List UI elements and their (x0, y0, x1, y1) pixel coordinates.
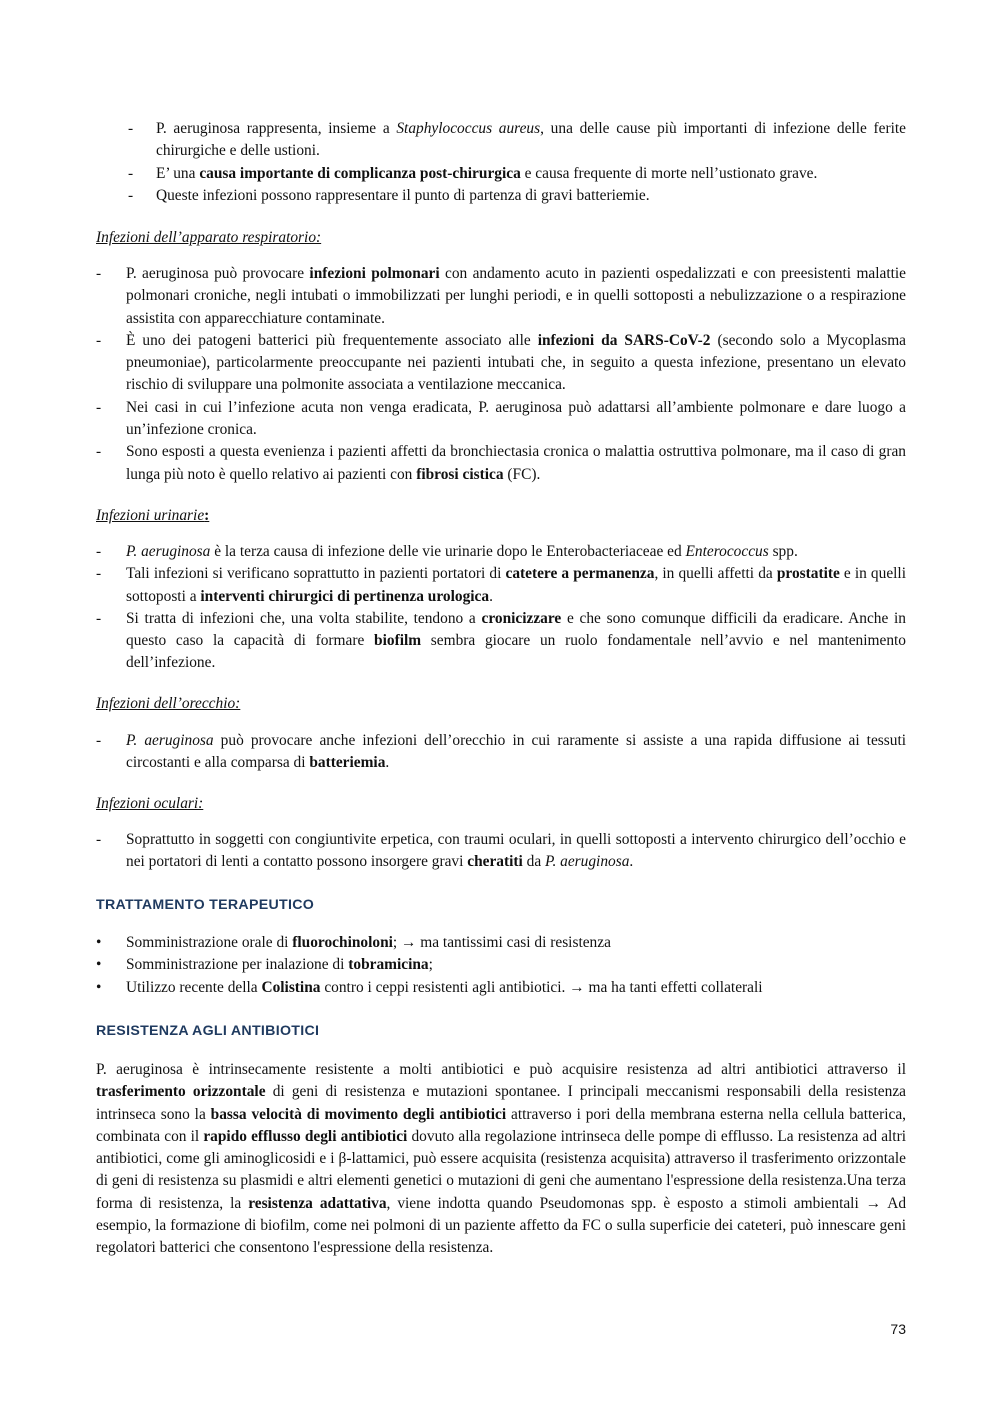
list-item: - Queste infezioni possono rappresentare il punto di partenza di gravi batteriemie. (128, 186, 650, 204)
arrow-icon: → (401, 934, 417, 951)
list-item: • Utilizzo recente della Colistina contro i ceppi resistenti agli antibiotici. → ma ha tanti effetti collaterali (96, 978, 763, 996)
resistance-heading: RESISTENZA AGLI ANTIBIOTICI (96, 1023, 320, 1039)
intro-list (96, 118, 906, 207)
eye-heading: Infezioni oculari: (96, 795, 204, 812)
page-number: 73 (890, 1321, 906, 1337)
arrow-icon: → (865, 1194, 882, 1212)
respiratory-heading: Infezioni dell’apparato respiratorio: (96, 229, 322, 246)
list-item: - E’ una causa importante di complicanza post-chirurgica e causa frequente di morte nell’ustionato grave. (128, 164, 818, 182)
urinary-list (96, 541, 906, 675)
list-item: - P. aeruginosa è la terza causa di infezione delle vie urinarie dopo le Enterobacteriaceae ed Enterococcus spp. (96, 543, 798, 560)
list-item: • Somministrazione orale di fluorochinoloni; → ma tantissimi casi di resistenza (96, 934, 611, 951)
treatment-list (96, 932, 906, 999)
list-item: - È uno dei patogeni batterici più frequentemente associato alle infezioni da SARS-CoV-2 (secondo solo a Mycoplasma pneumoniae), particolarmente preoccupante nei pazienti intubati che, in seguito a questa infezione, presentano un elevato rischio di sviluppare una polmonite associata a ventilazione meccanica. (96, 331, 907, 394)
eye-list (96, 829, 906, 874)
list-item: - Si tratta di infezioni che, una volta stabilite, tendono a cronicizzare e che sono comunque difficili da eradicare. Anche in questo caso la capacità di formare biofilm sembra giocare un ruolo fondamentale nell’avvio e nel mantenimento dell’infezione. (96, 609, 906, 672)
list-item: • Somministrazione per inalazione di tobramicina; (96, 956, 433, 974)
treatment-heading: TRATTAMENTO TERAPEUTICO (96, 897, 315, 913)
list-item: - Soprattutto in soggetti con congiuntivite erpetica, con traumi oculari, in quelli sottoposti a intervento chirurgico dell’occhio e nei portatori di lenti a contatto possono insorgere gravi cheratiti da P. aeruginosa. (96, 831, 906, 871)
list-item: - Sono esposti a questa evenienza i pazienti affetti da bronchiectasia cronica o malattia ostruttiva polmonare, ma il caso di gran lunga più noto è quello relativo ai pazienti con fibrosi cistica (FC). (96, 443, 906, 483)
list-item: - Tali infezioni si verificano soprattutto in pazienti portatori di catetere a permanenza, in quelli affetti da prostatite e in quelli sottoposti a interventi chirurgici di pertinenza urologica. (96, 565, 906, 605)
list-item: - P. aeruginosa rappresenta, insieme a Staphylococcus aureus, una delle cause più importanti di infezione delle ferite chirurgiche e delle ustioni. (128, 120, 906, 160)
urinary-heading: Infezioni urinarie: (96, 507, 210, 524)
list-item: - P. aeruginosa può provocare infezioni polmonari con andamento acuto in pazienti ospedalizzati e con preesistenti malattie polmonari croniche, negli intubati o immobilizzati per lunghi periodi, e in quelli sottoposti a nebulizzazione o a respirazione assistita con apparecchiature contaminate. (96, 265, 907, 327)
respiratory-list (96, 263, 906, 486)
arrow-icon: → (569, 978, 585, 996)
resistance-paragraph: P. aeruginosa è intrinsecamente resistente a molti antibiotici e può acquisire resistenza ad altri antibiotici attraverso il trasferimento orizzontale di geni di resistenza e mutazioni spontanee. I principali meccanismi responsabili della resistenza intrinseca sono la bassa velocità di movimento degli antibiotici attraverso i pori della membrana esterna nella cellula batterica, combinata con il rapido efflusso degli antibiotici dovuto alla regolazione intrinseca delle pompe di efflusso. La resistenza ad altri antibiotici, come gli aminoglicosidi e i β-lattamici, può essere acquisita (resistenza acquisita) attraverso il trasferimento orizzontale di geni di resistenza su plasmidi e altri elementi genetici o mutazioni di geni che aumentano l'espressione della resistenza.Una terza forma di resistenza, la resistenza adattativa, viene indotta quando Pseudomonas spp. è esposto a stimoli ambientali → Ad esempio, la formazione di biofilm, come nei polmoni di un paziente affetto da FC o sulla superficie dei cateteri, può innescare geni regolatori batterici che consentono l'espressione della resistenza. (96, 1061, 907, 1257)
ear-list (96, 730, 906, 775)
list-item: - P. aeruginosa può provocare anche infezioni dell’orecchio in cui raramente si assiste a una rapida diffusione ai tessuti circostanti e alla comparsa di batteriemia. (96, 732, 906, 772)
list-item: - Nei casi in cui l’infezione acuta non venga eradicata, P. aeruginosa può adattarsi all’ambiente polmonare e dare luogo a un’infezione cronica. (96, 398, 906, 439)
ear-heading: Infezioni dell’orecchio: (96, 695, 241, 712)
